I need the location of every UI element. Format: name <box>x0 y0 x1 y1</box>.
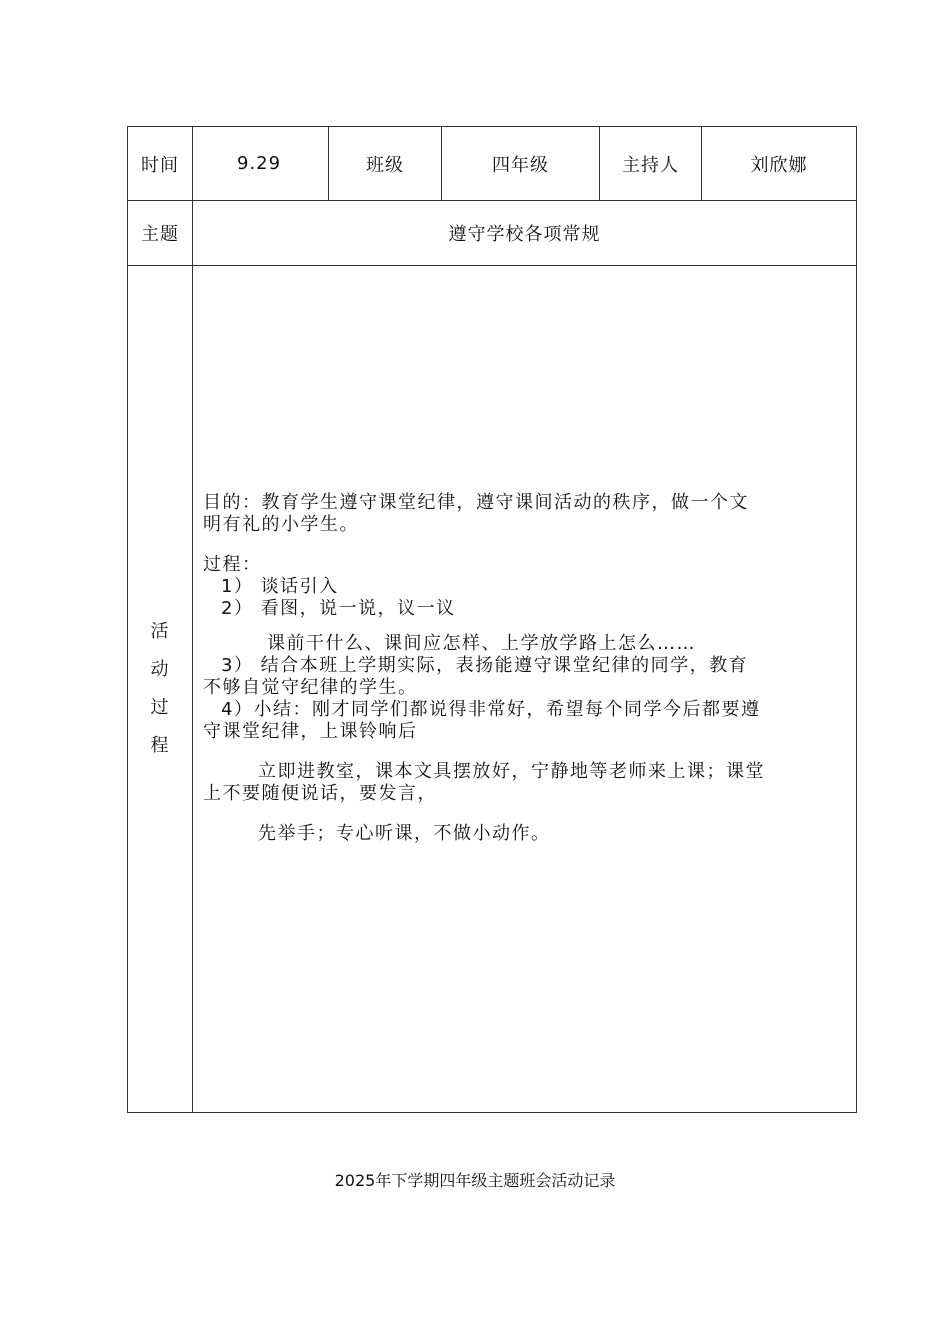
rule-line: 上不要随便说话，要发言， <box>203 783 437 804</box>
header-row <box>128 127 857 201</box>
step-item: 4）小结：刚才同学们都说得非常好，希望每个同学今后都要遵 <box>221 699 761 720</box>
class-value: 四年级 <box>442 127 600 201</box>
activity-record-table <box>127 126 857 1113</box>
class-label: 班级 <box>329 127 442 201</box>
topic-row <box>128 201 857 266</box>
process-title: 过程： <box>203 554 262 575</box>
rule-line: 立即进教室，课本文具摆放好，宁静地等老师来上课；课堂 <box>258 761 765 782</box>
host-value: 刘欣娜 <box>702 127 857 201</box>
page-footer: 2025年下学期四年级主题班会活动记录 <box>334 1171 616 1190</box>
time-label: 时间 <box>128 127 193 201</box>
purpose-line: 目的：教育学生遵守课堂纪律，遵守课间活动的秩序，做一个文 <box>203 492 749 513</box>
topic-label: 主题 <box>128 201 193 266</box>
topic-value: 遵守学校各项常规 <box>193 201 857 266</box>
host-label: 主持人 <box>600 127 702 201</box>
activity-label <box>128 266 193 1113</box>
step-item: 2） 看图，说一说，议一议 <box>221 598 456 619</box>
activity-content <box>193 266 857 1113</box>
step-detail: 课前干什么、课间应怎样、上学放学路上怎么…… <box>267 633 696 654</box>
step-item: 3） 结合本班上学期实际，表扬能遵守课堂纪律的同学，教育 <box>221 655 749 676</box>
activity-label-char: 活 <box>150 621 170 642</box>
time-value: 9.29 <box>193 127 329 201</box>
rule-line: 先举手；专心听课，不做小动作。 <box>258 823 551 844</box>
step-item-cont: 守课堂纪律，上课铃响后 <box>203 721 418 742</box>
step-item: 1） 谈话引入 <box>221 576 339 597</box>
activity-label-char: 动 <box>150 659 170 680</box>
activity-label-char: 程 <box>150 735 170 756</box>
step-item-cont: 不够自觉守纪律的学生。 <box>203 677 418 698</box>
activity-row <box>128 266 857 1113</box>
activity-label-char: 过 <box>150 697 170 718</box>
purpose-line: 明有礼的小学生。 <box>203 514 359 535</box>
